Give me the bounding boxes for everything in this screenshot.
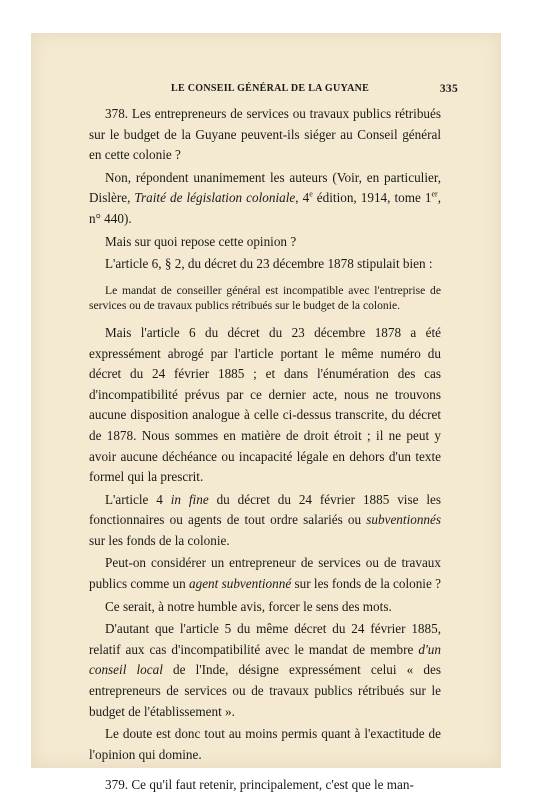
text-run: édition, 1914, tome 1 (312, 190, 432, 206)
text-run: de l'Inde, désigne expressément celui « des entrepreneurs de services ou de travaux publics rétribués sur le budget de l'établissement ». (89, 662, 441, 719)
text-run: , n° 440). (89, 190, 441, 226)
text-run: du décret du 24 février 1885 vise les fonctionnaires ou agents de tout ordre salariés ou (89, 491, 441, 528)
text-run: Peut-on considérer un entrepreneur de services ou de travaux publics comme un (89, 555, 441, 592)
paragraph-378: 378. Les entrepreneurs de services ou travaux publics rétribués sur le budget de la Guyane peuvent-ils siéger au Conseil général en cette colonie ? (89, 106, 441, 163)
paragraph-abroge: Mais l'article 6 du décret du 23 décembre 1878 a été expressément abrogé par l'article portant le même numéro du décret du 24 février 1885 ; et dans l'énumération des cas d'incompatibilité prévus par ce dernier acte, nous ne trouvons aucune disposition analogue à celle ci-dessus transcrite, du décret de 1878. Nous sommes en matière de droit étroit ; il ne peut y avoir aucune déchéance ou incapacité légale en dehors d'un texte formel qui la prescrit. (89, 324, 441, 485)
text-run: L'article 4 (105, 491, 171, 507)
italic-phrase: agent subventionné (189, 576, 292, 592)
superscript: er (431, 189, 438, 199)
text-run: Non, répondent unanimement les auteurs (Voir, en particulier, Dislère, (89, 169, 441, 206)
paragraph-le-doute: Le doute est donc tout au moins permis quant à l'exactitude de l'opinion qui domine. (89, 726, 441, 762)
paragraph-379: 379. Ce qu'il faut retenir, principalement, c'est que le man- (105, 777, 414, 793)
quoted-article: Le mandat de conseiller général est incompatible avec l'entreprise de services ou de travaux publics rétribués sur le budget de la colonie. (89, 283, 441, 313)
paragraph-mais: Mais sur quoi repose cette opinion ? (105, 233, 297, 249)
paragraph-article-6: L'article 6, § 2, du décret du 23 décembre 1878 stipulait bien : (105, 256, 433, 272)
paragraph-non (89, 168, 441, 230)
italic-phrase: subventionnés (366, 512, 441, 528)
paragraph-d-autant (89, 619, 441, 722)
running-title: LE CONSEIL GÉNÉRAL DE LA GUYANE (171, 83, 370, 94)
superscript: e (309, 189, 313, 199)
text-run: sur les fonds de la colonie. (89, 532, 230, 548)
text-run: sur les fonds de la colonie ? (291, 576, 441, 592)
page-number: 335 (439, 83, 458, 95)
italic-phrase: in fine (170, 491, 209, 507)
page-body (89, 104, 441, 796)
text-run: D'autant que l'article 5 du même décret du 24 février 1885, relatif aux cas d'incompatibilité avec le mandat de membre (89, 621, 441, 657)
paragraph-ce-serait: Ce serait, à notre humble avis, forcer le sens des mots. (105, 598, 392, 614)
paragraph-peut-on (89, 553, 441, 594)
book-title: Traité de législation coloniale (134, 190, 296, 206)
text-run: , 4 (295, 190, 310, 206)
italic-phrase: d'un conseil local (89, 641, 441, 678)
paragraph-article-4 (89, 490, 441, 552)
